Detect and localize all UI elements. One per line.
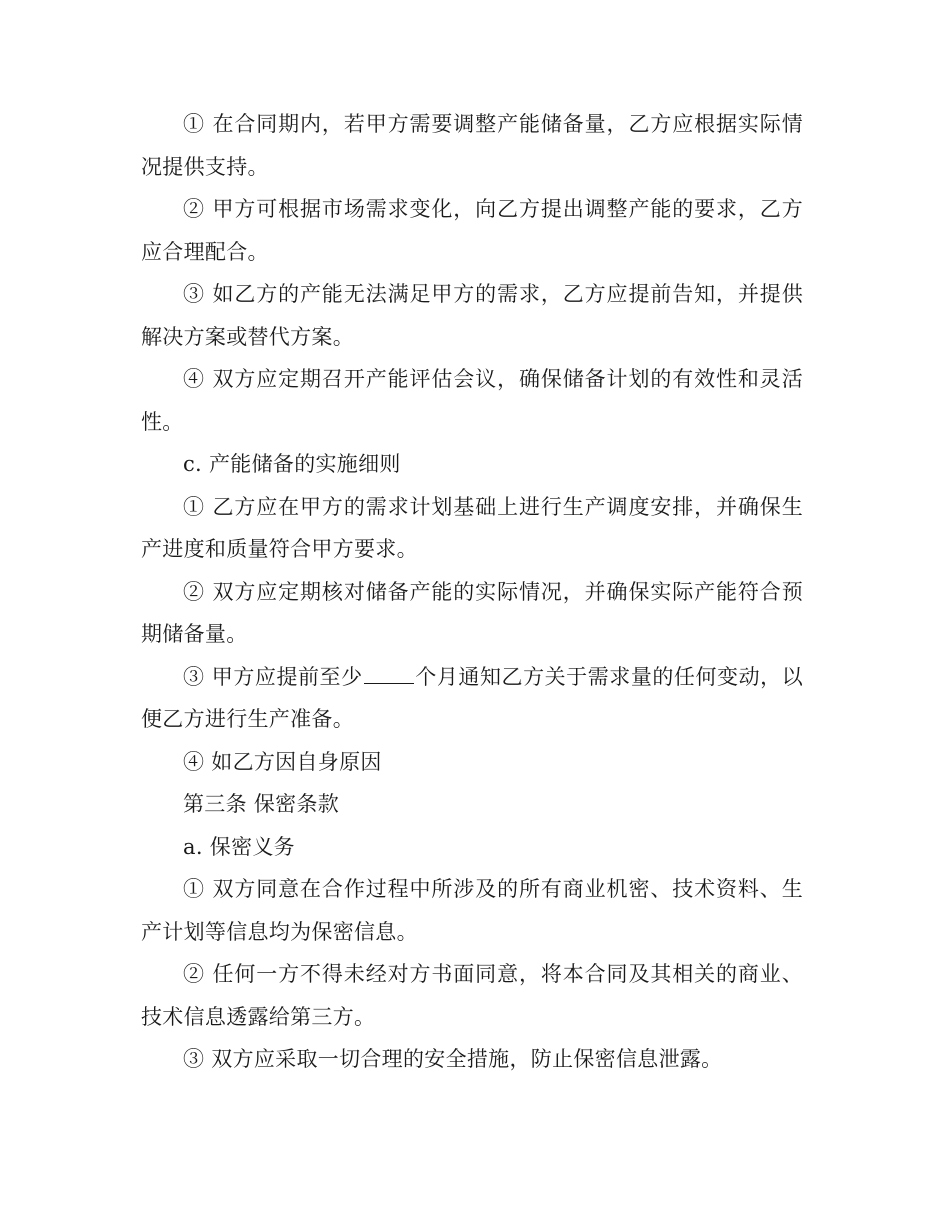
paragraph-capacity-verification: ② 双方应定期核对储备产能的实际情况，并确保实际产能符合预期储备量。 bbox=[141, 579, 803, 646]
paragraph-production-scheduling: ① 乙方应在甲方的需求计划基础上进行生产调度安排，并确保生产进度和质量符合甲方要求。 bbox=[141, 494, 803, 561]
paragraph-capacity-shortfall-notice: ③ 如乙方的产能无法满足甲方的需求，乙方应提前告知，并提供解决方案或替代方案。 bbox=[141, 282, 803, 349]
paragraph-capacity-adjust-support: ① 在合同期内，若甲方需要调整产能储备量，乙方应根据实际情况提供支持。 bbox=[141, 112, 803, 179]
article-heading-confidentiality: 第三条 保密条款 bbox=[183, 792, 340, 816]
document-body bbox=[141, 103, 803, 1081]
advance-notice-lead-text: ③ 甲方应提前至少 bbox=[183, 664, 363, 689]
section-heading-implementation-rules: c. 产能储备的实施细则 bbox=[183, 452, 401, 476]
paragraph-advance-notice bbox=[141, 656, 803, 741]
paragraph-capacity-review-meeting: ④ 双方应定期召开产能评估会议，确保储备计划的有效性和灵活性。 bbox=[141, 367, 803, 434]
paragraph-confidential-info-scope: ① 双方同意在合作过程中所涉及的所有商业机密、技术资料、生产计划等信息均为保密信息。 bbox=[141, 877, 803, 944]
paragraph-market-demand-adjust: ② 甲方可根据市场需求变化，向乙方提出调整产能的要求，乙方应合理配合。 bbox=[141, 197, 803, 264]
section-heading-confidentiality-duty: a. 保密义务 bbox=[183, 834, 295, 859]
paragraph-security-measures: ③ 双方应采取一切合理的安全措施，防止保密信息泄露。 bbox=[183, 1047, 723, 1071]
paragraph-no-disclosure: ② 任何一方不得未经对方书面同意，将本合同及其相关的商业、技术信息透露给第三方。 bbox=[141, 962, 803, 1029]
notice-period-blank bbox=[364, 660, 414, 683]
paragraph-own-cause-fragment: ④ 如乙方因自身原因 bbox=[183, 749, 382, 774]
advance-notice-tail-text: 个月通知乙方关于需求量的任何变动，以便乙方进行生产准备。 bbox=[141, 664, 803, 731]
